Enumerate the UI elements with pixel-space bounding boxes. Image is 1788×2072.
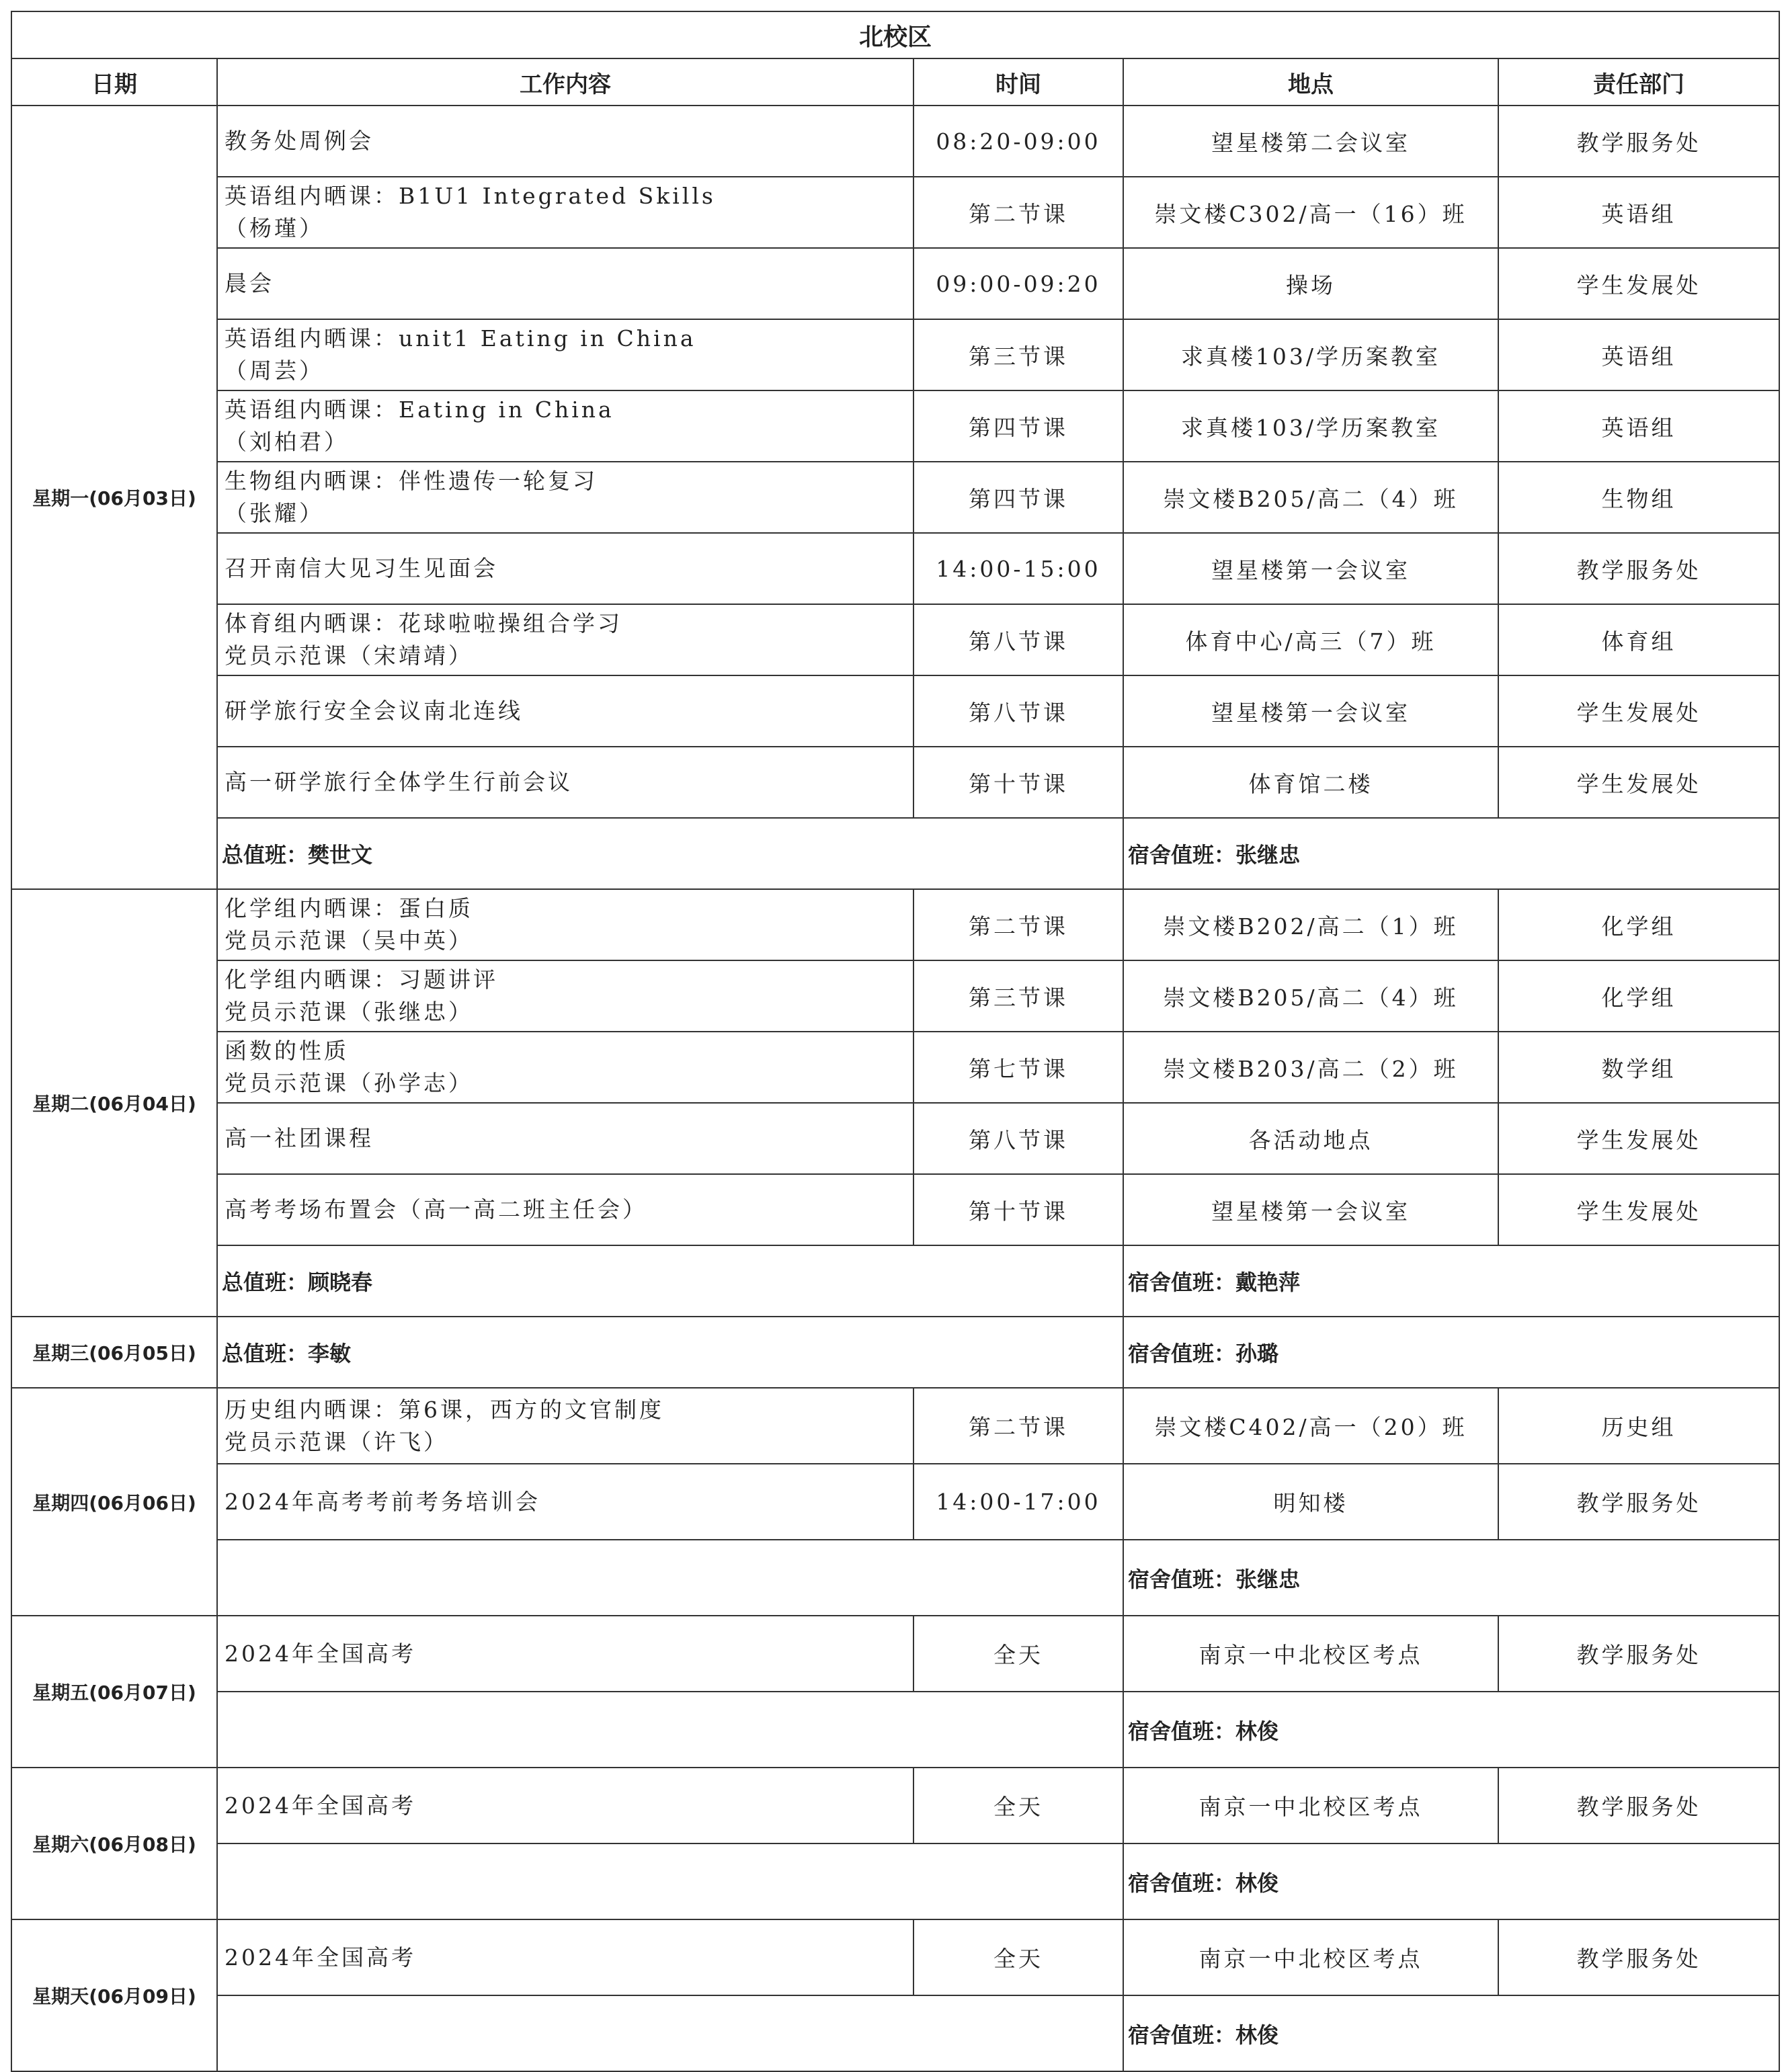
event-place: 崇文楼B205/高二（4）班 [1123, 462, 1498, 533]
dorm-duty: 宿舍值班：林俊 [1123, 1843, 1779, 1919]
event-content-line: 2024年全国高考 [225, 1792, 416, 1819]
event-time: 第八节课 [913, 675, 1123, 747]
table-row [11, 960, 1779, 1032]
event-dept: 学生发展处 [1498, 747, 1779, 818]
event-time: 第八节课 [913, 1103, 1123, 1174]
table-row [11, 747, 1779, 818]
event-place: 崇文楼B205/高二（4）班 [1123, 960, 1498, 1032]
event-time: 第三节课 [913, 319, 1123, 390]
duty-row [11, 1692, 1779, 1768]
event-time: 09:00-09:20 [913, 248, 1123, 319]
event-content [217, 533, 913, 604]
day-label: 星期一(06月03日) [11, 106, 217, 889]
dorm-duty: 宿舍值班：林俊 [1123, 1692, 1779, 1768]
event-place: 明知楼 [1123, 1464, 1498, 1540]
event-content [217, 1768, 913, 1843]
event-content-line: 化学组内晒课：习题讲评 [225, 966, 498, 993]
general-duty: 总值班：李敏 [217, 1317, 1123, 1388]
duty-row [11, 818, 1779, 889]
event-content-line: 晨会 [225, 270, 274, 296]
table-row [11, 604, 1779, 675]
event-content-line: 党员示范课（张继忠） [225, 999, 473, 1025]
event-content-line: 2024年全国高考 [225, 1944, 416, 1971]
event-place: 各活动地点 [1123, 1103, 1498, 1174]
event-dept: 教学服务处 [1498, 1919, 1779, 1995]
general-duty [217, 1843, 1123, 1919]
event-time: 第四节课 [913, 462, 1123, 533]
event-place: 望星楼第二会议室 [1123, 106, 1498, 177]
header-dept: 责任部门 [1498, 58, 1779, 106]
day-label: 星期三(06月05日) [11, 1317, 217, 1388]
duty-row [11, 1317, 1779, 1388]
event-content [217, 1616, 913, 1692]
event-place: 体育馆二楼 [1123, 747, 1498, 818]
table-row [11, 1174, 1779, 1245]
table-row [11, 1768, 1779, 1843]
event-content-line: 2024年高考考前考务培训会 [225, 1488, 540, 1515]
header-row [11, 58, 1779, 106]
title-row [11, 11, 1779, 58]
duty-row [11, 1245, 1779, 1317]
schedule-table [11, 11, 1780, 2072]
event-content [217, 106, 913, 177]
table-row [11, 1032, 1779, 1103]
event-place: 南京一中北校区考点 [1123, 1919, 1498, 1995]
table-row [11, 1464, 1779, 1540]
event-content [217, 177, 913, 248]
table-row [11, 1103, 1779, 1174]
table-row [11, 390, 1779, 462]
header-place: 地点 [1123, 58, 1498, 106]
event-content [217, 248, 913, 319]
day-label: 星期四(06月06日) [11, 1388, 217, 1616]
event-content-line: 高考考场布置会（高一高二班主任会） [225, 1196, 647, 1223]
event-content-line: （杨瑾） [225, 215, 324, 241]
event-time: 第二节课 [913, 177, 1123, 248]
event-dept: 教学服务处 [1498, 106, 1779, 177]
event-dept: 体育组 [1498, 604, 1779, 675]
general-duty [217, 1995, 1123, 2071]
event-content-line: 英语组内晒课：B1U1 Integrated Skills [225, 183, 716, 209]
day-label: 星期五(06月07日) [11, 1616, 217, 1768]
event-content [217, 747, 913, 818]
event-time: 全天 [913, 1616, 1123, 1692]
day-label: 星期天(06月09日) [11, 1919, 217, 2071]
event-time: 第三节课 [913, 960, 1123, 1032]
day-label: 星期二(06月04日) [11, 889, 217, 1317]
table-row [11, 1616, 1779, 1692]
table-row [11, 248, 1779, 319]
general-duty: 总值班：顾晓春 [217, 1245, 1123, 1317]
event-content-line: 历史组内晒课：第6课，西方的文官制度 [225, 1396, 664, 1423]
event-place: 体育中心/高三（7）班 [1123, 604, 1498, 675]
event-content [217, 1919, 913, 1995]
event-dept: 教学服务处 [1498, 1464, 1779, 1540]
event-content-line: 党员示范课（宋靖靖） [225, 643, 473, 669]
dorm-duty: 宿舍值班：孙璐 [1123, 1317, 1779, 1388]
event-place: 望星楼第一会议室 [1123, 1174, 1498, 1245]
event-content-line: 体育组内晒课：花球啦啦操组合学习 [225, 610, 622, 636]
event-content [217, 1174, 913, 1245]
event-content-line: 高一研学旅行全体学生行前会议 [225, 769, 573, 795]
event-dept: 英语组 [1498, 319, 1779, 390]
event-content [217, 604, 913, 675]
event-content [217, 889, 913, 960]
event-dept: 学生发展处 [1498, 248, 1779, 319]
event-dept: 英语组 [1498, 177, 1779, 248]
event-content-line: 教务处周例会 [225, 128, 374, 154]
campus-title: 北校区 [11, 11, 1779, 58]
event-content [217, 1103, 913, 1174]
event-content-line: 党员示范课（孙学志） [225, 1070, 473, 1096]
event-content-line: 生物组内晒课：伴性遗传一轮复习 [225, 468, 598, 494]
event-time: 14:00-15:00 [913, 533, 1123, 604]
event-dept: 学生发展处 [1498, 675, 1779, 747]
event-content-line: 英语组内晒课：Eating in China [225, 397, 614, 423]
event-dept: 生物组 [1498, 462, 1779, 533]
event-content-line: 英语组内晒课：unit1 Eating in China [225, 325, 696, 351]
duty-row [11, 1540, 1779, 1616]
event-dept: 历史组 [1498, 1388, 1779, 1464]
table-row [11, 462, 1779, 533]
event-dept: 教学服务处 [1498, 1768, 1779, 1843]
event-place: 望星楼第一会议室 [1123, 675, 1498, 747]
event-dept: 学生发展处 [1498, 1103, 1779, 1174]
event-time: 14:00-17:00 [913, 1464, 1123, 1540]
event-content-line: 高一社团课程 [225, 1125, 374, 1151]
dorm-duty: 宿舍值班：戴艳萍 [1123, 1245, 1779, 1317]
event-dept: 教学服务处 [1498, 1616, 1779, 1692]
table-row [11, 1388, 1779, 1464]
event-dept: 英语组 [1498, 390, 1779, 462]
event-place: 南京一中北校区考点 [1123, 1616, 1498, 1692]
event-dept: 教学服务处 [1498, 533, 1779, 604]
table-row [11, 533, 1779, 604]
header-time: 时间 [913, 58, 1123, 106]
header-content: 工作内容 [217, 58, 913, 106]
event-content [217, 1464, 913, 1540]
table-row [11, 889, 1779, 960]
event-time: 08:20-09:00 [913, 106, 1123, 177]
event-content-line: 函数的性质 [225, 1038, 349, 1064]
event-content-line: 化学组内晒课：蛋白质 [225, 895, 473, 921]
event-time: 第十节课 [913, 1174, 1123, 1245]
event-time: 全天 [913, 1768, 1123, 1843]
table-row [11, 106, 1779, 177]
event-place: 崇文楼C402/高一（20）班 [1123, 1388, 1498, 1464]
event-dept: 数学组 [1498, 1032, 1779, 1103]
general-duty [217, 1540, 1123, 1616]
event-time: 第四节课 [913, 390, 1123, 462]
event-time: 第二节课 [913, 889, 1123, 960]
event-time: 第八节课 [913, 604, 1123, 675]
event-place: 南京一中北校区考点 [1123, 1768, 1498, 1843]
table-row [11, 177, 1779, 248]
event-content-line: 党员示范课（许飞） [225, 1428, 448, 1455]
event-place: 操场 [1123, 248, 1498, 319]
event-content-line: （周芸） [225, 358, 324, 384]
event-content-line: 研学旅行安全会议南北连线 [225, 698, 523, 724]
duty-row [11, 1843, 1779, 1919]
dorm-duty: 宿舍值班：张继忠 [1123, 1540, 1779, 1616]
general-duty [217, 1692, 1123, 1768]
event-place: 望星楼第一会议室 [1123, 533, 1498, 604]
event-dept: 化学组 [1498, 960, 1779, 1032]
event-content-line: 召开南信大见习生见面会 [225, 555, 498, 581]
table-row [11, 1919, 1779, 1995]
event-place: 求真楼103/学历案教室 [1123, 319, 1498, 390]
general-duty: 总值班：樊世文 [217, 818, 1123, 889]
dorm-duty: 宿舍值班：张继忠 [1123, 818, 1779, 889]
event-time: 第十节课 [913, 747, 1123, 818]
event-content-line: 2024年全国高考 [225, 1640, 416, 1667]
dorm-duty: 宿舍值班：林俊 [1123, 1995, 1779, 2071]
event-content-line: 党员示范课（吴中英） [225, 927, 473, 954]
event-place: 崇文楼C302/高一（16）班 [1123, 177, 1498, 248]
event-content [217, 319, 913, 390]
event-content [217, 675, 913, 747]
event-place: 崇文楼B202/高二（1）班 [1123, 889, 1498, 960]
event-time: 第七节课 [913, 1032, 1123, 1103]
event-dept: 化学组 [1498, 889, 1779, 960]
day-label: 星期六(06月08日) [11, 1768, 217, 1919]
event-place: 崇文楼B203/高二（2）班 [1123, 1032, 1498, 1103]
event-content [217, 462, 913, 533]
event-content [217, 1388, 913, 1464]
header-date: 日期 [11, 58, 217, 106]
event-time: 全天 [913, 1919, 1123, 1995]
table-row [11, 319, 1779, 390]
event-content-line: （张耀） [225, 500, 324, 526]
event-dept: 学生发展处 [1498, 1174, 1779, 1245]
event-content [217, 960, 913, 1032]
event-content [217, 390, 913, 462]
event-place: 求真楼103/学历案教室 [1123, 390, 1498, 462]
duty-row [11, 1995, 1779, 2071]
event-content-line: （刘柏君） [225, 429, 349, 455]
event-content [217, 1032, 913, 1103]
table-row [11, 675, 1779, 747]
event-time: 第二节课 [913, 1388, 1123, 1464]
